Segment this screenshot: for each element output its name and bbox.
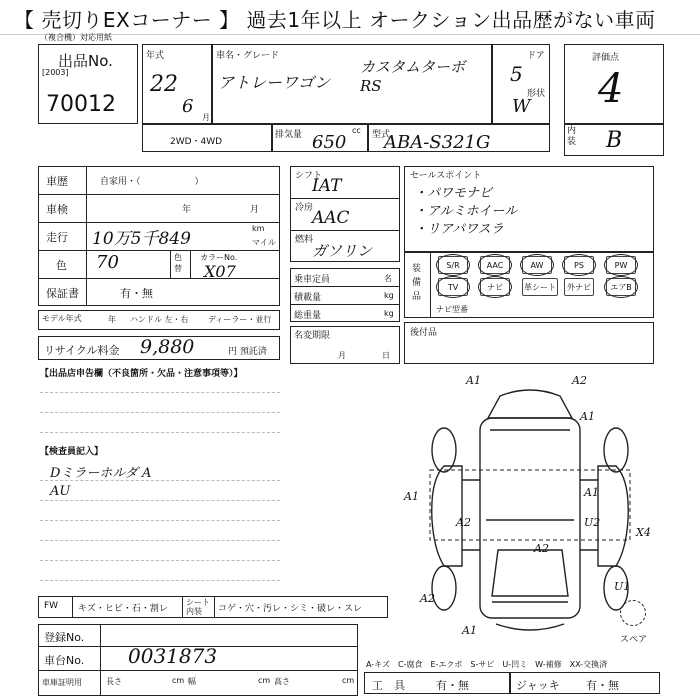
mileage-label: 走行 — [46, 231, 68, 244]
cm-unit: cm — [342, 676, 355, 685]
jack-value: 有・無 — [586, 679, 619, 692]
equipment-label: 装備品 — [412, 264, 422, 302]
inspection-year: 年 — [182, 205, 192, 215]
damage-mark: A1 — [466, 374, 481, 387]
nav-model-label: ナビ型番 — [436, 305, 468, 314]
cert-label: 車庫証明用 — [42, 678, 82, 687]
damage-mark: A2 — [420, 592, 435, 605]
history-label: 車歴 — [46, 175, 68, 188]
damage-mark: A1 — [580, 410, 595, 423]
banner-title: 【 売切りEXコーナー 】 過去1年以上 オークション出品歴がない車両 — [14, 8, 656, 32]
shift-label: シフト — [295, 171, 323, 181]
reg-change-day: 日 — [382, 351, 390, 360]
fuel-label: 燃料 — [295, 235, 314, 245]
recycle-unit: 円 預託済 — [228, 347, 267, 357]
model-year-year: 年 — [108, 315, 116, 324]
aftermarket-label: 後付品 — [410, 328, 438, 338]
body-label: 形状 — [527, 89, 546, 99]
cert-height: 高さ — [274, 677, 290, 686]
warranty-label: 保証書 — [46, 287, 79, 300]
lot-stamp: [2003] — [42, 68, 69, 77]
inspector-note: Dミラーホルダ A — [50, 466, 152, 481]
equip-tv: TV — [438, 278, 468, 296]
spare-label: スペア — [620, 635, 648, 645]
cooler-value: AAC — [312, 208, 350, 228]
lot-number: 70012 — [46, 92, 116, 117]
color-no-value: X07 — [204, 262, 236, 281]
color-label: 色 — [56, 259, 67, 272]
damage-mark: A1 — [462, 624, 477, 637]
circle-mark — [520, 254, 554, 276]
inspector-note: AU — [50, 484, 71, 499]
damage-mark: A2 — [456, 516, 471, 529]
recycle-label: リサイクル料金 — [44, 344, 120, 357]
model-label: 型式 — [372, 130, 391, 140]
spare-tire-icon — [620, 600, 646, 626]
aftermarket-box — [404, 322, 654, 364]
equip-pw: PW — [606, 256, 636, 274]
inspection-label: 車検 — [46, 203, 68, 216]
sales-point-item: ・リアパワスラ — [414, 222, 504, 237]
inspection-month: 月 — [250, 205, 260, 215]
chassis-value: 0031873 — [128, 644, 218, 668]
mileage-unit-km: km — [252, 224, 265, 233]
damage-mark: U2 — [584, 516, 601, 529]
doors-label: ドア — [527, 51, 545, 61]
capacity-label: 乗車定員 — [294, 275, 331, 285]
equip-leather: 革シート — [522, 278, 558, 296]
damage-code-legend: A-キズ C-腐食 E-エクボ S-サビ U-凹ミ W-補修 XX-交換済 — [366, 660, 608, 669]
sales-point-item: ・アルミホイール — [414, 204, 518, 219]
shift-value: IAT — [312, 176, 342, 196]
circle-mark — [604, 276, 638, 298]
weight-unit: kg — [384, 309, 394, 318]
color-no-label: カラーNo. — [200, 253, 238, 262]
cert-length: 長さ — [106, 677, 122, 686]
damage-mark: A1 — [584, 486, 599, 499]
color-value: 70 — [96, 252, 119, 273]
damage-mark: A2 — [534, 542, 549, 555]
name-label: 車名・グレード — [216, 51, 280, 61]
disp-value: 650 — [312, 132, 347, 153]
weight-label: 総重量 — [294, 311, 322, 321]
year-value: 22 — [150, 72, 178, 97]
circle-mark — [478, 276, 512, 298]
sales-points-label: セールスポイント — [410, 171, 482, 181]
cm-unit: cm — [172, 676, 185, 685]
chassis-label: 車台No. — [44, 654, 85, 667]
month-value: 6 — [182, 96, 194, 117]
model-value: ABA-S321G — [384, 132, 491, 153]
year-label: 年式 — [146, 51, 165, 61]
reg-change-month: 月 — [338, 351, 346, 360]
equip-aac: AAC — [480, 256, 510, 274]
capacity-unit: 名 — [384, 274, 392, 283]
equip-navi: ナビ — [480, 278, 510, 296]
disp-label: 排気量 — [275, 130, 303, 140]
recycle-value: 9,880 — [140, 336, 195, 358]
seat-items: コゲ・穴・汚レ・シミ・破レ・スレ — [218, 604, 363, 614]
equip-aw: AW — [522, 256, 552, 274]
damage-mark: A2 — [572, 374, 587, 387]
lot-label: 出品No. — [58, 52, 113, 70]
circle-mark — [436, 254, 470, 276]
banner — [0, 0, 700, 35]
month-suffix: 月 — [202, 113, 210, 122]
tools-value: 有・無 — [436, 679, 469, 692]
drive-value: 2WD・4WD — [170, 137, 223, 147]
cooler-label: 冷房 — [295, 203, 314, 213]
fw-label: FW — [44, 601, 59, 611]
circle-mark — [562, 254, 596, 276]
inspector-notes-label: 【検査員記入】 — [40, 447, 104, 457]
tools-label: 工 具 — [372, 679, 405, 692]
equip-ps: PS — [564, 256, 594, 274]
body-value: W — [512, 96, 531, 117]
dealer-label: ディーラー・並行 — [208, 315, 272, 324]
damage-mark: X4 — [636, 526, 651, 539]
model-year-label: モデル年式 — [42, 314, 82, 323]
equip-ext-navi: 外ナビ — [564, 278, 594, 296]
score-value: 4 — [598, 66, 624, 112]
mileage-unit-mile: マイル — [252, 238, 276, 247]
sales-point-item: ・パワモナビ — [414, 186, 493, 201]
seat-label: シート内装 — [186, 598, 210, 616]
disp-unit: cc — [352, 126, 361, 135]
sheet-subtitle: （複合機）対応用紙 — [40, 33, 112, 42]
car-name: アトレーワゴン — [218, 73, 331, 92]
score-label: 評価点 — [592, 53, 620, 63]
circle-mark — [478, 254, 512, 276]
equip-sunroof: S/R — [438, 256, 468, 274]
warranty-value: 有・無 — [120, 287, 153, 300]
circle-mark — [436, 276, 470, 298]
grade: カスタムターボ RS — [360, 58, 466, 95]
reg-change-label: 名変期限 — [294, 331, 331, 341]
damage-mark: A1 — [404, 490, 419, 503]
reg-label: 登録No. — [44, 631, 85, 644]
damage-mark: U1 — [614, 580, 631, 593]
cert-width: 幅 — [188, 677, 196, 686]
fw-items: キズ・ヒビ・石・割レ — [78, 604, 168, 614]
load-unit: kg — [384, 291, 394, 300]
interior-label: 内装 — [567, 126, 577, 147]
cm-unit: cm — [258, 676, 271, 685]
load-label: 積載量 — [294, 293, 322, 303]
jack-label: ジャッキ — [516, 679, 560, 692]
interior-value: B — [606, 128, 623, 153]
doors-value: 5 — [510, 62, 523, 86]
fuel-value: ガソリン — [312, 242, 373, 260]
seller-notes-label: 【出品店申告欄（不良箇所・欠品・注意事項等）】 — [40, 369, 243, 379]
equip-airbag: エアB — [606, 278, 636, 296]
handle-label: ハンドル 左・右 — [130, 315, 189, 324]
color-change-label: 色替 — [174, 253, 182, 273]
history-value: 自家用・（ ） — [100, 177, 204, 187]
circle-mark — [604, 254, 638, 276]
mileage-value: 10万5千849 — [92, 229, 191, 249]
